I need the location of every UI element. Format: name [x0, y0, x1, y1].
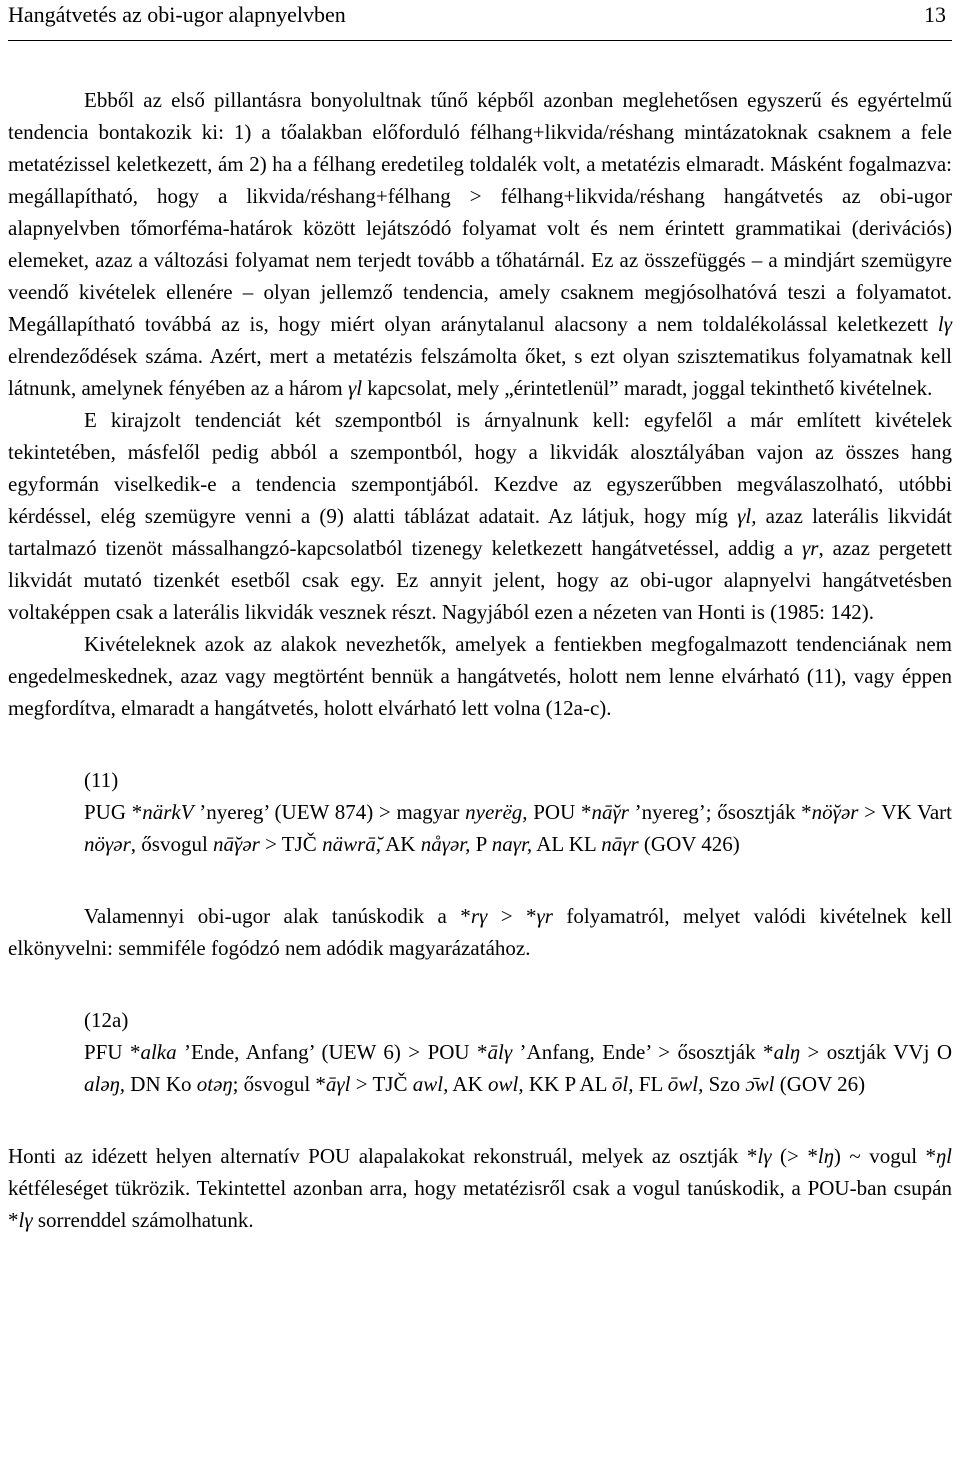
example-form: nåγər, — [420, 832, 471, 856]
example-form: näwrā̆, — [322, 832, 381, 856]
example-form: awl, — [412, 1072, 449, 1096]
paragraph-5 — [8, 1140, 952, 1236]
example-segment: ’nyereg’; ősosztják * — [628, 800, 812, 824]
paragraph-text: , azaz pergetett likvidát mutató tizenkét esetből csak egy. Ez annyit jelent, hogy az obi-ugor alapnyelvi hangátvetésben voltaképpen csak a laterális likvidák vesznek részt. Nagyjából ezen a nézeten van Honti is (1985: 142). — [8, 536, 952, 624]
example-11 — [84, 764, 952, 860]
example-form: ōl, — [611, 1072, 634, 1096]
page-body — [8, 84, 952, 1236]
example-segment: KK P AL — [523, 1072, 612, 1096]
example-segment: (GOV 26) — [774, 1072, 866, 1096]
example-segment: ; ősvogul * — [232, 1072, 326, 1096]
example-segment: PUG * — [84, 800, 143, 824]
example-number: (11) — [84, 768, 119, 792]
paragraph-text: (> * — [771, 1144, 818, 1168]
paragraph-text: Honti az idézett helyen alternatív POU alapalakokat rekonstruál, melyek az osztják * — [8, 1144, 758, 1168]
example-segment: AL KL — [532, 832, 602, 856]
paragraph-2 — [8, 404, 952, 628]
italic-term: lγ — [937, 312, 952, 336]
example-12a — [84, 1004, 952, 1100]
example-segment: > osztják VVj O — [800, 1040, 953, 1064]
example-segment: ’Anfang, Ende’ > ősosztják * — [512, 1040, 774, 1064]
paragraph-text: sorrenddel számolhatunk. — [32, 1208, 254, 1232]
running-header — [8, 0, 952, 41]
italic-term: lγ — [757, 1144, 772, 1168]
example-segment: > TJČ — [350, 1072, 413, 1096]
example-form: nāγr — [601, 832, 639, 856]
example-segment: ’nyereg’ (UEW 874) > magyar — [193, 800, 466, 824]
italic-term: γl, — [737, 504, 757, 528]
example-form: aləŋ, — [84, 1072, 126, 1096]
example-segment: AK — [381, 832, 421, 856]
example-segment: (GOV 426) — [638, 832, 740, 856]
paragraph-text: Valamennyi obi-ugor alak tanúskodik a * — [84, 904, 471, 928]
running-title: Hangátvetés az obi-ugor alapnyelvben — [8, 2, 346, 27]
paragraph-text: > * — [487, 904, 537, 928]
example-segment: AK — [448, 1072, 489, 1096]
paragraph-text: folyamatról, melyet valódi kivételnek kell elkönyvelni: semmiféle fogódzó nem adódik magyarázatához. — [8, 904, 952, 960]
italic-term: γr — [536, 904, 553, 928]
example-form: nöγər — [84, 832, 131, 856]
example-form: alŋ — [773, 1040, 801, 1064]
example-segment: P — [470, 832, 492, 856]
example-form: närkV — [142, 800, 194, 824]
example-form: nö̆γər — [811, 800, 859, 824]
example-form: nā̆γr — [591, 800, 629, 824]
example-number: (12a) — [84, 1008, 129, 1032]
example-form: naγr, — [491, 832, 533, 856]
page-number: 13 — [924, 2, 946, 27]
paragraph-text: kétféleséget tükrözik. Tekintettel azonban arra, hogy metatézisről csak a vogul tanúskodik, a POU-ban csupán * — [8, 1176, 952, 1232]
example-form: nā̆γər — [213, 832, 260, 856]
example-segment: ’Ende, Anfang’ (UEW 6) > POU * — [176, 1040, 488, 1064]
example-form: nyerëg, — [465, 800, 528, 824]
example-segment: , ősvogul — [130, 832, 214, 856]
example-segment: > VK Vart — [858, 800, 952, 824]
example-segment: > TJČ — [259, 832, 323, 856]
example-segment: DN Ko — [125, 1072, 197, 1096]
paragraph-3: Kivételeknek azok az alakok nevezhetők, amelyek a fentiekben megfogalmazott tendenciának nem engedelmeskednek, azaz vagy megtörtént bennük a hangátvetés, holott nem lenne elvárható (11), vagy éppen megfordítva, elmaradt a hangátvetés, holott elvárható lett volna (12a-c). — [8, 632, 952, 720]
paragraph-4 — [8, 900, 952, 964]
italic-term: ŋl — [936, 1144, 952, 1168]
example-segment: PFU * — [84, 1040, 141, 1064]
italic-term: rγ — [470, 904, 488, 928]
paragraph-text: kapcsolat, mely „érintetlenül” maradt, joggal tekinthető kivételnek. — [362, 376, 933, 400]
paragraph-1 — [8, 84, 952, 404]
example-text — [84, 1036, 952, 1100]
paragraph-text: azaz laterális likvidát tartalmazó tizenöt mássalhangzó-kapcsolatból tizenegy keletkezett hangátvetéssel, addig a — [8, 504, 952, 560]
example-segment: POU * — [527, 800, 592, 824]
italic-term: γr — [802, 536, 819, 560]
paragraph-text: elrendeződések száma. Azért, mert a metatézis felszámolta őket, s ezt olyan szisztematikus folyamatnak kell látnunk, amelynek fényében az a három — [8, 344, 952, 400]
paragraph-text: Ebből az első pillantásra bonyolultnak tűnő képből azonban meglehetősen egyszerű és egyértelmű tendencia bontakozik ki: 1) a tőalakban előforduló félhang+likvida/réshang mintázatoknak csaknem a fele metatézissel keletkezett, ám 2) ha a félhang eredetileg toldalék volt, a metatézis elmaradt. Másként fogalmazva: megállapítható, hogy a likvida/réshang+félhang > félhang+likvida/réshang hangátvetés az obi-ugor alapnyelvben tőmorféma-határok között lejátszódó folyamat volt és nem érintett grammatikai (derivációs) elemeket, azaz a változási folyamat nem terjedt tovább a tőhatárnál. Ez az összefüggés – a mindjárt szemügyre veendő kivételek ellenére – olyan jellemző tendencia, amely csaknem megjósolhatóvá teszi a folyamatot. Megállapítható továbbá az is, hogy miért olyan aránytalanul alacsony a nem toldalékolással keletkezett — [8, 88, 952, 336]
paragraph-text: E kirajzolt tendenciát két szempontból is árnyalnunk kell: egyfelől a már említett kivételek tekintetében, másfelől pedig abból a szempontból, hogy a likvidák alosztályában vajon az összes hang egyformán viselkedik-e a tendencia szempontjából. Kezdve az egyszerűbben megválaszolható, utóbbi kérdéssel, elég szemügyre venni a (9) alatti táblázat adatait. Az látjuk, hogy míg — [8, 408, 952, 528]
example-form: ālγ — [487, 1040, 513, 1064]
example-form: otəŋ — [196, 1072, 233, 1096]
example-form: ōwl, — [667, 1072, 704, 1096]
example-segment: Szo — [703, 1072, 746, 1096]
italic-term: lγ — [18, 1208, 33, 1232]
example-text — [84, 796, 952, 860]
italic-term: lŋ — [817, 1144, 834, 1168]
italic-term: γl — [347, 376, 363, 400]
example-form: owl, — [488, 1072, 524, 1096]
paragraph-text: ) ~ vogul * — [833, 1144, 937, 1168]
example-form: ɔ̄wl — [745, 1072, 775, 1096]
example-segment: FL — [633, 1072, 668, 1096]
example-form: āγl — [325, 1072, 351, 1096]
example-form: alka — [140, 1040, 177, 1064]
